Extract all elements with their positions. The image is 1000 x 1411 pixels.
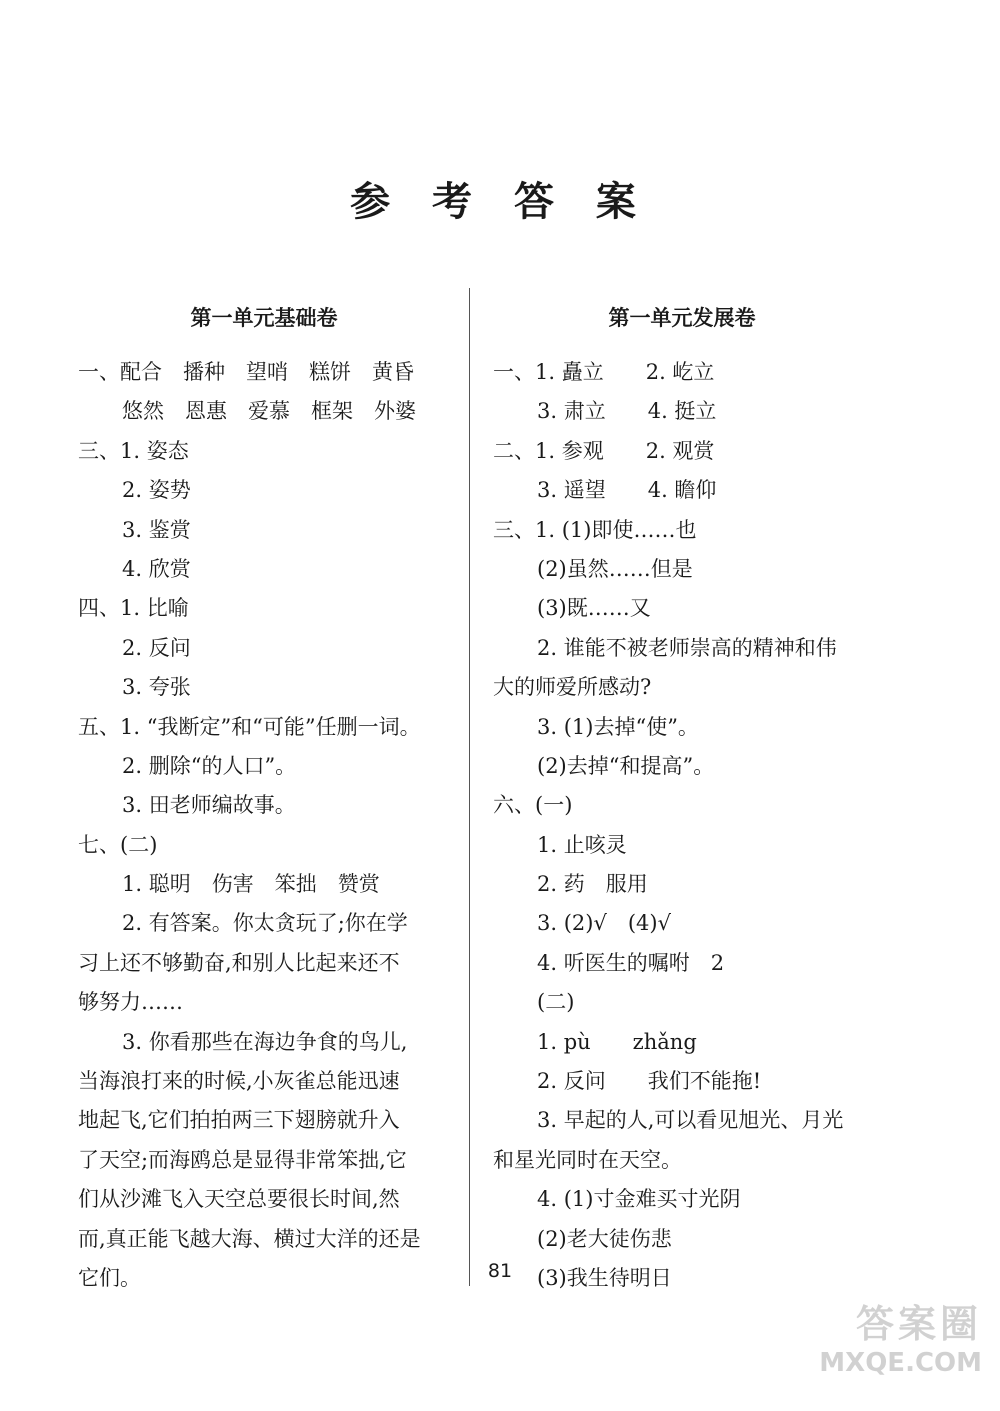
answer-line: 而,真正能飞越大海、横过大洋的还是 [78,1226,421,1251]
answer-line: (2)虽然……但是 [537,556,693,581]
right-section-title: 第一单元发展卷 [608,306,756,330]
answer-line: 大的师爱所感动? [493,675,652,700]
answer-line: 悠然 恩惠 爱慕 框架 外婆 [122,399,416,424]
answer-line: 当海浪打来的时候,小灰雀总能迅速 [78,1069,400,1094]
answer-line: 一、1. 矗立 2. 屹立 [493,360,715,384]
answer-line: 一、配合 播种 望哨 糕饼 黄昏 [78,360,414,384]
answer-line: 3. 田老师编故事。 [122,793,296,818]
answer-line: (2)去掉“和提高”。 [537,753,715,778]
answer-line: 2. 药 服用 [537,872,648,897]
answer-line: 们从沙滩飞入天空总要很长时间,然 [78,1187,400,1212]
answer-line: 4. (1)寸金难买寸光阴 [537,1187,741,1212]
answer-line: 三、1. (1)即使……也 [493,517,697,542]
answer-line: 五、1. “我断定”和“可能”任删一词。 [78,714,421,739]
answer-line: 七、(二) [78,832,158,857]
left-answer-lines [78,353,450,1298]
answer-line: 2. 删除“的人口”。 [122,753,297,778]
answer-line: 和星光同时在天空。 [493,1147,682,1172]
right-column [493,298,871,1298]
answer-line: 3. (1)去掉“使”。 [537,714,699,739]
page-title: 参 考 答 案 [350,179,650,225]
answer-line: 3. (2)√ (4)√ [537,911,671,936]
answer-line: 1. 聪明 伤害 笨拙 赞赏 [122,872,380,897]
answer-line: (3)我生待明日 [537,1265,672,1290]
answer-line: (3)既……又 [537,596,651,621]
left-column [78,298,450,1298]
answer-line: 二、1. 参观 2. 观赏 [493,438,715,463]
page-number: 81 [487,1260,513,1282]
answer-line: 2. 反问 [122,635,191,660]
left-section-title: 第一单元基础卷 [190,306,338,330]
answer-line: 三、1. 姿态 [78,438,189,463]
answer-line: 3. 你看那些在海边争食的鸟儿, [122,1029,408,1054]
right-answer-lines [493,353,871,1298]
watermark-title: 答案圈 [855,1302,982,1346]
answer-line: 3. 早起的人,可以看见旭光、月光 [537,1108,844,1133]
answer-line: 4. 听医生的嘱咐 2 [537,950,725,975]
answer-line: 1. pù zhǎng [537,1029,697,1054]
answer-line: 地起飞,它们拍拍两三下翅膀就升入 [78,1108,400,1133]
answer-line: 3. 鉴赏 [122,517,191,542]
answer-line: 了天空;而海鸥总是显得非常笨拙,它 [78,1147,407,1172]
answer-line: 它们。 [78,1265,141,1290]
answer-line: 够努力…… [78,990,183,1015]
answer-line: 4. 欣赏 [122,556,191,581]
watermark-logo [802,1293,982,1383]
answer-line: 2. 反问 我们不能拖! [537,1069,762,1094]
answer-line: 2. 有答案。你太贪玩了;你在学 [122,911,408,936]
watermark-url: MXQE.COM [819,1348,982,1378]
answer-line: 1. 止咳灵 [537,832,627,857]
answer-line: 2. 姿势 [122,478,191,503]
answer-line: 3. 肃立 4. 挺立 [537,399,717,424]
answer-line: (2)老大徒伤悲 [537,1226,672,1251]
answer-line: 习上还不够勤奋,和别人比起来还不 [78,950,400,975]
answer-line: 六、(一) [493,793,573,818]
answer-line: 2. 谁能不被老师崇高的精神和伟 [537,635,837,660]
column-divider [469,288,470,1286]
answer-line: 3. 遥望 4. 瞻仰 [537,478,717,503]
answer-line: (二) [537,990,575,1015]
answer-line: 3. 夸张 [122,675,191,700]
answer-line: 四、1. 比喻 [78,596,189,621]
